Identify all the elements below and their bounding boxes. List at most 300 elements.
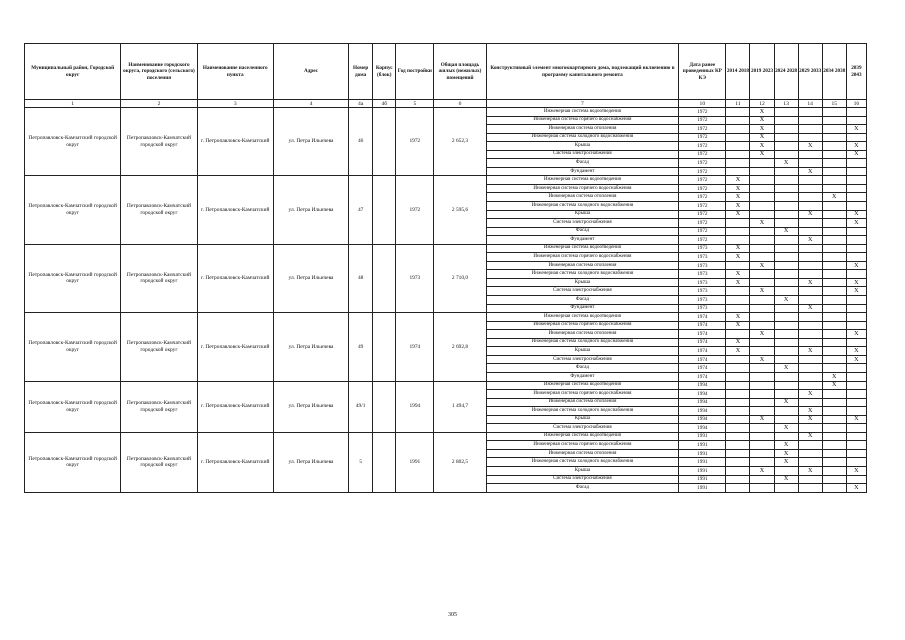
period-mark-cell: [846, 184, 866, 193]
period-mark-cell: [822, 278, 846, 287]
period-mark-cell: [726, 390, 750, 399]
repair-date-cell: 1991: [679, 458, 726, 467]
district-cell: Петропавловск-Камчатский городской округ: [25, 176, 121, 244]
period-mark-cell: X: [774, 458, 798, 467]
element-name-cell: Система электроснабжения: [486, 287, 679, 296]
repair-date-cell: 1973: [679, 287, 726, 296]
period-mark-cell: [726, 116, 750, 125]
repair-date-cell: 1974: [679, 364, 726, 373]
period-mark-cell: [726, 475, 750, 484]
period-mark-cell: [774, 330, 798, 339]
element-name-cell: Инженерная система водоотведения: [486, 313, 679, 322]
period-mark-cell: [774, 108, 798, 117]
period-mark-cell: X: [750, 261, 774, 270]
repair-date-cell: 1994: [679, 390, 726, 399]
period-mark-cell: [798, 184, 822, 193]
period-mark-cell: [774, 253, 798, 262]
period-mark-cell: X: [726, 202, 750, 211]
period-mark-cell: [750, 304, 774, 313]
element-name-cell: Инженерная система отопления: [486, 193, 679, 202]
house-number-cell: 49/1: [349, 381, 373, 432]
period-mark-cell: [846, 441, 866, 450]
period-mark-cell: X: [774, 475, 798, 484]
period-mark-cell: [774, 347, 798, 356]
period-mark-cell: [822, 347, 846, 356]
element-name-cell: Инженерная система отопления: [486, 330, 679, 339]
capital-repair-table: [24, 43, 867, 493]
period-mark-cell: [798, 176, 822, 185]
period-mark-cell: [774, 142, 798, 151]
period-mark-cell: [726, 484, 750, 493]
period-mark-cell: [846, 304, 866, 313]
period-mark-cell: [846, 372, 866, 381]
element-name-cell: Крыша: [486, 466, 679, 475]
repair-date-cell: 1974: [679, 347, 726, 356]
period-mark-cell: X: [774, 227, 798, 236]
period-mark-cell: [774, 125, 798, 134]
area-cell: 1 494,7: [434, 381, 486, 432]
period-mark-cell: [774, 193, 798, 202]
period-mark-cell: [726, 236, 750, 245]
period-mark-cell: [726, 133, 750, 142]
period-mark-cell: [822, 458, 846, 467]
element-name-cell: Инженерная система отопления: [486, 398, 679, 407]
period-mark-cell: X: [750, 287, 774, 296]
repair-date-cell: 1973: [679, 261, 726, 270]
period-mark-cell: X: [726, 347, 750, 356]
period-mark-cell: [726, 466, 750, 475]
period-mark-cell: [774, 270, 798, 279]
period-mark-cell: X: [798, 304, 822, 313]
period-mark-cell: [822, 244, 846, 253]
column-header: Наименование городского округа, городского (сельского) поселения: [121, 44, 197, 100]
period-mark-cell: [798, 364, 822, 373]
period-mark-cell: [750, 372, 774, 381]
column-number: 16: [846, 100, 866, 108]
element-name-cell: Система электроснабжения: [486, 424, 679, 433]
period-mark-cell: [846, 167, 866, 176]
period-mark-cell: X: [750, 330, 774, 339]
period-mark-cell: [822, 407, 846, 416]
period-mark-cell: [750, 407, 774, 416]
repair-date-cell: 1974: [679, 313, 726, 322]
settlement-cell: Петропавловск-Камчатский городской округ: [121, 244, 197, 312]
repair-date-cell: 1972: [679, 167, 726, 176]
period-mark-cell: [750, 296, 774, 305]
period-mark-cell: [750, 313, 774, 322]
period-mark-cell: [822, 202, 846, 211]
period-mark-cell: [798, 296, 822, 305]
period-mark-cell: [774, 176, 798, 185]
table-row: [25, 432, 867, 441]
repair-date-cell: 1972: [679, 116, 726, 125]
period-mark-cell: [750, 176, 774, 185]
column-header: Корпус (блок): [373, 44, 396, 100]
period-mark-cell: X: [846, 287, 866, 296]
period-mark-cell: [726, 108, 750, 117]
block-cell: [373, 244, 396, 312]
period-mark-cell: X: [726, 253, 750, 262]
period-mark-cell: [822, 167, 846, 176]
repair-date-cell: 1974: [679, 330, 726, 339]
period-mark-cell: [822, 432, 846, 441]
period-mark-cell: X: [798, 390, 822, 399]
period-mark-cell: X: [774, 441, 798, 450]
column-number: 3: [197, 100, 273, 108]
element-name-cell: Фундамент: [486, 304, 679, 313]
period-mark-cell: X: [846, 261, 866, 270]
period-mark-cell: [798, 330, 822, 339]
period-mark-cell: [846, 458, 866, 467]
element-name-cell: Инженерная система холодного водоснабжения: [486, 407, 679, 416]
period-mark-cell: [798, 484, 822, 493]
element-name-cell: Система электроснабжения: [486, 355, 679, 364]
period-mark-cell: X: [846, 330, 866, 339]
repair-date-cell: 1994: [679, 407, 726, 416]
period-mark-cell: [774, 210, 798, 219]
period-mark-cell: [822, 484, 846, 493]
period-mark-cell: [774, 261, 798, 270]
period-mark-cell: X: [750, 219, 774, 228]
period-mark-cell: X: [774, 398, 798, 407]
period-mark-cell: [798, 398, 822, 407]
period-mark-cell: X: [798, 347, 822, 356]
element-name-cell: Инженерная система горячего водоснабжения: [486, 321, 679, 330]
column-header: 2034 2038: [822, 44, 846, 100]
period-mark-cell: [798, 449, 822, 458]
column-number: 12: [750, 100, 774, 108]
repair-date-cell: 1972: [679, 202, 726, 211]
repair-date-cell: 1972: [679, 219, 726, 228]
period-mark-cell: [822, 261, 846, 270]
period-mark-cell: [822, 210, 846, 219]
period-mark-cell: [846, 390, 866, 399]
period-mark-cell: [726, 304, 750, 313]
element-name-cell: Инженерная система холодного водоснабжения: [486, 133, 679, 142]
column-number: 4а: [349, 100, 373, 108]
period-mark-cell: X: [846, 466, 866, 475]
period-mark-cell: [774, 381, 798, 390]
period-mark-cell: [774, 407, 798, 416]
period-mark-cell: [822, 449, 846, 458]
period-mark-cell: [774, 338, 798, 347]
period-mark-cell: [846, 176, 866, 185]
period-mark-cell: [774, 184, 798, 193]
column-number: 1: [25, 100, 121, 108]
period-mark-cell: [846, 108, 866, 117]
period-mark-cell: X: [846, 142, 866, 151]
repair-date-cell: 1991: [679, 475, 726, 484]
element-name-cell: Фундамент: [486, 167, 679, 176]
period-mark-cell: [774, 390, 798, 399]
period-mark-cell: X: [798, 432, 822, 441]
element-name-cell: Инженерная система водоотведения: [486, 432, 679, 441]
period-mark-cell: [726, 364, 750, 373]
column-header: Адрес: [273, 44, 348, 100]
period-mark-cell: [846, 407, 866, 416]
period-mark-cell: [750, 244, 774, 253]
repair-date-cell: 1972: [679, 184, 726, 193]
period-mark-cell: [726, 398, 750, 407]
period-mark-cell: X: [798, 415, 822, 424]
repair-date-cell: 1994: [679, 424, 726, 433]
period-mark-cell: [822, 390, 846, 399]
repair-date-cell: 1991: [679, 484, 726, 493]
repair-date-cell: 1974: [679, 372, 726, 381]
repair-date-cell: 1972: [679, 227, 726, 236]
column-number: 5: [396, 100, 434, 108]
period-mark-cell: X: [798, 278, 822, 287]
repair-date-cell: 1991: [679, 466, 726, 475]
repair-date-cell: 1973: [679, 244, 726, 253]
period-mark-cell: [750, 449, 774, 458]
period-mark-cell: X: [822, 381, 846, 390]
period-mark-cell: X: [846, 355, 866, 364]
period-mark-cell: [846, 193, 866, 202]
locality-cell: г. Петропавловск-Камчатский: [197, 108, 273, 176]
table-body: [25, 108, 867, 493]
column-header: Год постройки: [396, 44, 434, 100]
period-mark-cell: [750, 270, 774, 279]
period-mark-cell: [822, 424, 846, 433]
period-mark-cell: X: [726, 210, 750, 219]
period-mark-cell: X: [774, 159, 798, 168]
settlement-cell: Петропавловск-Камчатский городской округ: [121, 176, 197, 244]
repair-date-cell: 1973: [679, 278, 726, 287]
element-name-cell: Крыша: [486, 415, 679, 424]
element-name-cell: Инженерная система водоотведения: [486, 108, 679, 117]
period-mark-cell: [798, 338, 822, 347]
element-name-cell: Система электроснабжения: [486, 475, 679, 484]
period-mark-cell: [726, 372, 750, 381]
column-header: Номер дома: [349, 44, 373, 100]
element-name-cell: Инженерная система холодного водоснабжения: [486, 270, 679, 279]
period-mark-cell: X: [726, 244, 750, 253]
column-number: 10: [679, 100, 726, 108]
period-mark-cell: [774, 484, 798, 493]
column-number: 6: [434, 100, 486, 108]
period-mark-cell: [846, 424, 866, 433]
element-name-cell: Инженерная система горячего водоснабжения: [486, 253, 679, 262]
period-mark-cell: [846, 313, 866, 322]
period-mark-cell: X: [726, 313, 750, 322]
period-mark-cell: [822, 159, 846, 168]
period-mark-cell: X: [750, 150, 774, 159]
address-cell: ул. Петра Ильичева: [273, 381, 348, 432]
period-mark-cell: X: [750, 415, 774, 424]
repair-date-cell: 1974: [679, 338, 726, 347]
period-mark-cell: X: [798, 210, 822, 219]
period-mark-cell: [798, 202, 822, 211]
period-mark-cell: [726, 441, 750, 450]
district-cell: Петропавловск-Камчатский городской округ: [25, 381, 121, 432]
period-mark-cell: [774, 313, 798, 322]
period-mark-cell: [750, 338, 774, 347]
column-header: Дата ранее проведенных КР КЭ: [679, 44, 726, 100]
block-cell: [373, 313, 396, 381]
period-mark-cell: [846, 475, 866, 484]
area-cell: 2 692,8: [434, 313, 486, 381]
column-number: 7: [486, 100, 679, 108]
period-mark-cell: [798, 150, 822, 159]
house-number-cell: 46: [349, 108, 373, 176]
period-mark-cell: [846, 432, 866, 441]
period-mark-cell: [750, 475, 774, 484]
period-mark-cell: [726, 261, 750, 270]
period-mark-cell: [822, 150, 846, 159]
area-cell: 2 595,6: [434, 176, 486, 244]
period-mark-cell: [750, 278, 774, 287]
repair-date-cell: 1972: [679, 108, 726, 117]
period-mark-cell: X: [822, 372, 846, 381]
period-mark-cell: [798, 441, 822, 450]
period-mark-cell: X: [798, 407, 822, 416]
header-row: [25, 44, 867, 100]
period-mark-cell: X: [846, 347, 866, 356]
period-mark-cell: X: [726, 270, 750, 279]
address-cell: ул. Петра Ильичева: [273, 108, 348, 176]
period-mark-cell: X: [846, 210, 866, 219]
locality-cell: г. Петропавловск-Камчатский: [197, 244, 273, 312]
period-mark-cell: [774, 236, 798, 245]
element-name-cell: Фасад: [486, 159, 679, 168]
period-mark-cell: [822, 296, 846, 305]
period-mark-cell: X: [726, 193, 750, 202]
element-name-cell: Система электроснабжения: [486, 150, 679, 159]
locality-cell: г. Петропавловск-Камчатский: [197, 432, 273, 492]
period-mark-cell: X: [846, 125, 866, 134]
element-name-cell: Инженерная система холодного водоснабжения: [486, 338, 679, 347]
repair-date-cell: 1972: [679, 176, 726, 185]
area-cell: 2 802,5: [434, 432, 486, 492]
locality-cell: г. Петропавловск-Камчатский: [197, 176, 273, 244]
period-mark-cell: X: [798, 167, 822, 176]
build-year-cell: 1972: [396, 176, 434, 244]
period-mark-cell: [798, 372, 822, 381]
element-name-cell: Фасад: [486, 227, 679, 236]
period-mark-cell: X: [726, 278, 750, 287]
settlement-cell: Петропавловск-Камчатский городской округ: [121, 108, 197, 176]
period-mark-cell: X: [750, 142, 774, 151]
period-mark-cell: [822, 475, 846, 484]
repair-date-cell: 1994: [679, 381, 726, 390]
period-mark-cell: [846, 364, 866, 373]
period-mark-cell: [798, 253, 822, 262]
locality-cell: г. Петропавловск-Камчатский: [197, 381, 273, 432]
period-mark-cell: X: [726, 176, 750, 185]
column-number: 4: [273, 100, 348, 108]
table-row: [25, 176, 867, 185]
period-mark-cell: [822, 108, 846, 117]
period-mark-cell: [726, 150, 750, 159]
period-mark-cell: [726, 407, 750, 416]
element-name-cell: Крыша: [486, 347, 679, 356]
period-mark-cell: [750, 458, 774, 467]
period-mark-cell: [798, 116, 822, 125]
locality-cell: г. Петропавловск-Камчатский: [197, 313, 273, 381]
address-cell: ул. Петра Ильичева: [273, 313, 348, 381]
period-mark-cell: [798, 219, 822, 228]
column-number: 4б: [373, 100, 396, 108]
period-mark-cell: [822, 466, 846, 475]
period-mark-cell: [774, 415, 798, 424]
column-header: 2014 2018: [726, 44, 750, 100]
settlement-cell: Петропавловск-Камчатский городской округ: [121, 381, 197, 432]
repair-date-cell: 1972: [679, 159, 726, 168]
repair-date-cell: 1974: [679, 321, 726, 330]
repair-date-cell: 1991: [679, 432, 726, 441]
period-mark-cell: [726, 432, 750, 441]
period-mark-cell: [846, 159, 866, 168]
period-mark-cell: X: [750, 355, 774, 364]
period-mark-cell: X: [726, 184, 750, 193]
period-mark-cell: [750, 424, 774, 433]
column-header: Конструктивный элемент многоквартирного дома, подлежащий включению в программу капитального ремонта: [486, 44, 679, 100]
repair-date-cell: 1972: [679, 125, 726, 134]
period-mark-cell: [726, 415, 750, 424]
period-mark-cell: X: [846, 150, 866, 159]
period-mark-cell: [750, 321, 774, 330]
period-mark-cell: X: [798, 466, 822, 475]
period-mark-cell: [822, 219, 846, 228]
element-name-cell: Инженерная система горячего водоснабжения: [486, 184, 679, 193]
period-mark-cell: [822, 330, 846, 339]
period-mark-cell: [726, 424, 750, 433]
repair-date-cell: 1974: [679, 355, 726, 364]
period-mark-cell: X: [774, 296, 798, 305]
build-year-cell: 1972: [396, 108, 434, 176]
table-row: [25, 244, 867, 253]
period-mark-cell: [822, 415, 846, 424]
block-cell: [373, 108, 396, 176]
period-mark-cell: [774, 355, 798, 364]
period-mark-cell: [750, 184, 774, 193]
element-name-cell: Фундамент: [486, 372, 679, 381]
period-mark-cell: [822, 125, 846, 134]
period-mark-cell: [726, 167, 750, 176]
period-mark-cell: [798, 227, 822, 236]
period-mark-cell: [798, 193, 822, 202]
period-mark-cell: [822, 253, 846, 262]
period-mark-cell: [726, 449, 750, 458]
period-mark-cell: [846, 116, 866, 125]
period-mark-cell: [726, 287, 750, 296]
period-mark-cell: X: [750, 133, 774, 142]
element-name-cell: Инженерная система холодного водоснабжения: [486, 202, 679, 211]
period-mark-cell: [846, 236, 866, 245]
column-number: 11: [726, 100, 750, 108]
period-mark-cell: [726, 330, 750, 339]
element-name-cell: Фундамент: [486, 236, 679, 245]
column-number: 13: [774, 100, 798, 108]
period-mark-cell: [822, 184, 846, 193]
period-mark-cell: X: [774, 364, 798, 373]
repair-date-cell: 1972: [679, 236, 726, 245]
column-header: 2024 2028: [774, 44, 798, 100]
element-name-cell: Фасад: [486, 484, 679, 493]
table-row: [25, 108, 867, 117]
column-header: Муниципальный район, Городской округ: [25, 44, 121, 100]
period-mark-cell: [750, 227, 774, 236]
period-mark-cell: [726, 458, 750, 467]
repair-date-cell: 1973: [679, 253, 726, 262]
block-cell: [373, 432, 396, 492]
period-mark-cell: [798, 108, 822, 117]
period-mark-cell: [774, 150, 798, 159]
repair-date-cell: 1972: [679, 133, 726, 142]
element-name-cell: Крыша: [486, 142, 679, 151]
period-mark-cell: [750, 159, 774, 168]
